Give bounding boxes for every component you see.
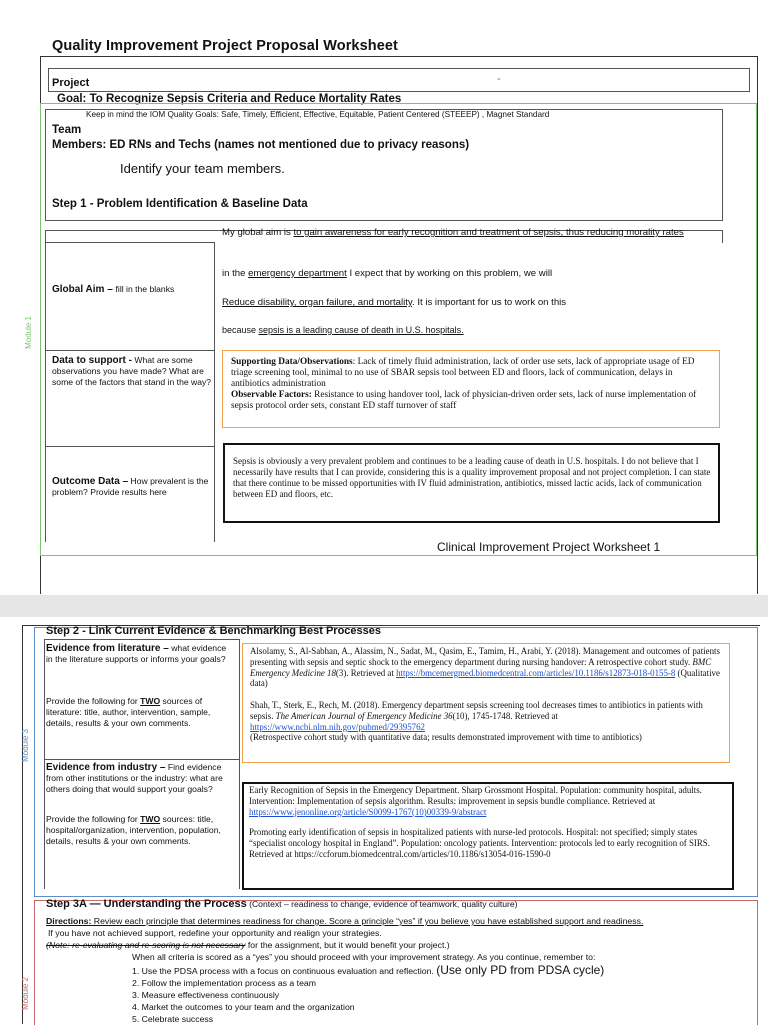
page-title: Quality Improvement Project Proposal Worksheet bbox=[52, 38, 398, 54]
list-item: 2. Follow the implementation process as a team bbox=[132, 978, 316, 988]
identify-team-prompt: Identify your team members. bbox=[120, 161, 285, 176]
pdsa-note: (Use only PD from PDSA cycle) bbox=[436, 963, 605, 977]
global-aim-line-2: in the emergency department I expect that by working on this problem, we will bbox=[222, 268, 553, 279]
literature-ref-2: Shah, T., Sterk, E., Rech, M. (2018). Emergency department sepsis screening tool decreases times to antibiotics in patients with sepsis. The American Journal of Emergency Medicine 36(10), 1745-1748. Retrieved at https://www.ncbi.nlm.nih.gov/pubmed/29395762 (Retrospective cohort study with quantitative data; results demonstrated improvement with time to antibiotics) bbox=[250, 700, 703, 743]
step-2-row-line bbox=[44, 639, 240, 640]
list-item: 1. Use the PDSA process with a focus on continuous evaluation and reflection. (Use only PD from PDSA cycle) bbox=[132, 963, 605, 977]
step-3a-note: (Note: re-evaluating and re-scoring is not necessary for the assignment, but it would benefit your project.) bbox=[46, 940, 450, 950]
worksheet-page-2 bbox=[0, 617, 768, 1024]
step-2-table-left bbox=[44, 639, 45, 889]
step-2-title: Step 2 - Link Current Evidence & Benchmarking Best Processes bbox=[46, 625, 382, 637]
global-aim-line-1: My global aim is to gain awareness for early recognition and treatment of sepsis, thus reducing morality rates bbox=[222, 227, 684, 238]
ref-1-link[interactable]: https://bmcemergmed.biomedcentral.com/articles/10.1186/s12873-018-0155-8 bbox=[396, 667, 676, 678]
step-3a-directions-2: If you have not achieved support, redefine your opportunity and realign your strategies. bbox=[48, 928, 382, 938]
list-item: 4. Market the outcomes to your team and the organization bbox=[132, 1002, 355, 1012]
step-3a-list bbox=[132, 964, 604, 1025]
module-2-label: Module 2 bbox=[21, 977, 30, 1010]
page-2-left-border bbox=[22, 625, 23, 1024]
table-row-line-2 bbox=[45, 350, 215, 351]
outcome-text: Sepsis is obviously a very prevalent problem and continues to be a leading cause of death in U.S. hospitals. I do not believe that I necessarily have results that I can provide, considering this is a quality improvement proposal and not project completion. I can state that there continue to be missed opportunities with IV fluid administration, antibiotics, missed lactic acids, lack of communication between ED and floors, etc. bbox=[233, 456, 711, 499]
iom-note: Keep in mind the IOM Quality Goals: Safe, Timely, Efficient, Effective, Equitable, Patient Centered (STEEEP) , Magnet Standard bbox=[86, 110, 550, 119]
page-gap bbox=[0, 595, 768, 617]
page-border-right bbox=[757, 56, 758, 594]
outcome-data-label: Outcome Data – How prevalent is the problem? Provide results here bbox=[52, 476, 209, 498]
module-1-label: Module 1 bbox=[24, 316, 33, 349]
literature-instructions: Provide the following for TWO sources of literature: title, author, intervention, sample, details, results & your own comments. bbox=[46, 696, 211, 729]
step-1-title: Step 1 - Problem Identification & Baseline Data bbox=[52, 198, 308, 210]
table-row-line-3 bbox=[45, 446, 215, 447]
industry-1-link[interactable]: https://www.jenonline.org/article/S0099-1767(10)00339-9/abstract bbox=[249, 806, 487, 817]
industry-instructions: Provide the following for TWO sources: title, hospital/organization, intervention, population, details, results & your own comments. bbox=[46, 814, 221, 847]
observations-text: Supporting Data/Observations: Lack of timely fluid administration, lack of order use sets, lack of appropriate usage of ED triage screening tool, minimal to no use of SBAR sepsis tool between ED and floors, lack of communication, delays in antibiotics administration Observable Factors: Resistance to using handover tool, lack of physician-driven order sets, lack of nurse implementation of sepsis protocol order sets, constant ED staff turnover of staff bbox=[231, 357, 697, 411]
step-2-column-divider bbox=[239, 639, 240, 889]
industry-source-1: Early Recognition of Sepsis in the Emergency Department. Sharp Grossmont Hospital. Population: community hospital, adults. Intervention: Implementation of sepsis algorithm. Results: improvement in sepsis bundle compliance. Retrieved at https://www.jenonline.org/article/S0099-1767(10)00339-9/abstract bbox=[249, 785, 702, 817]
ref-2-link[interactable]: https://www.ncbi.nlm.nih.gov/pubmed/29395762 bbox=[250, 721, 425, 732]
global-aim-line-4: because sepsis is a leading cause of death in U.S. hospitals. bbox=[222, 325, 464, 335]
project-box bbox=[48, 68, 750, 92]
team-label: Team bbox=[52, 124, 82, 136]
literature-ref-1: Alsolamy, S., Al-Sabhan, A., Alassim, N., Sadat, M., Qasim, E., Tamim, H., Arabi, Y. (2018). Management and outcomes of patients presenting with sepsis and septic shock to the emergency department during nursing handover: A retrospective cohort study. BMC Emergency Medicine 18(3). Retrieved at https://bmcemergmed.biomedcentral.com/articles/10.1186/s12873-018-0155-8 (Qualitative data) bbox=[250, 646, 720, 689]
list-item: 3. Measure effectiveness continuously bbox=[132, 990, 280, 1000]
industry-source-2: Promoting early identification of sepsis in hospitalized patients with nurse-led protocols. Hospital: not specified; simply states “specialist oncology hospital in England”. Population: oncology patients. Intervention: protocols led to early recognition of SIRS. Retrieved at https://ccforum.biomedcentral.com/articles/10.1186/s13054-016-1590-0 bbox=[249, 827, 710, 859]
module-3-label: Module 3 bbox=[21, 729, 30, 762]
goal-text: To Recognize Sepsis Criteria and Reduce Mortality Rates bbox=[89, 93, 402, 105]
goal-label: Goal: bbox=[57, 93, 87, 105]
data-support-label: Data to support - What are some observations you have made? What are some of the factors that stand in the way? bbox=[52, 355, 212, 388]
literature-label: Evidence from literature – what evidence in the literature supports or informs your goals? bbox=[46, 643, 227, 665]
list-item: 5. Celebrate success bbox=[132, 1014, 214, 1024]
project-label: Project bbox=[52, 77, 90, 89]
table-left-border bbox=[45, 242, 46, 542]
table-row-line bbox=[45, 242, 215, 243]
step-3a-when: When all criteria is scored as a “yes” you should proceed with your improvement strategy. As you continue, remember to: bbox=[132, 952, 596, 962]
step-3a-directions: Directions: Review each principle that determines readiness for change. Score a principle “yes” if you believe you have established support and readiness. bbox=[46, 916, 644, 926]
team-members: Members: ED RNs and Techs (names not mentioned due to privacy reasons) bbox=[52, 139, 470, 151]
page-footer: Clinical Improvement Project Worksheet 1 bbox=[437, 540, 661, 554]
global-aim-label: Global Aim – fill in the blanks bbox=[52, 284, 175, 295]
table-column-divider bbox=[214, 242, 215, 542]
industry-label: Evidence from industry – Find evidence from other institutions or the industry: what are others doing that would support your goals? bbox=[46, 762, 223, 795]
step-2-row-line-2 bbox=[44, 759, 240, 760]
step-3a-title: Step 3A — Understanding the Process (Context – readiness to change, evidence of teamwork, quality culture) bbox=[46, 898, 518, 910]
global-aim-line-3: Reduce disability, organ failure, and mortality. It is important for us to work on this bbox=[222, 297, 567, 308]
top-rule bbox=[40, 56, 758, 57]
red-mark: - bbox=[497, 73, 501, 85]
